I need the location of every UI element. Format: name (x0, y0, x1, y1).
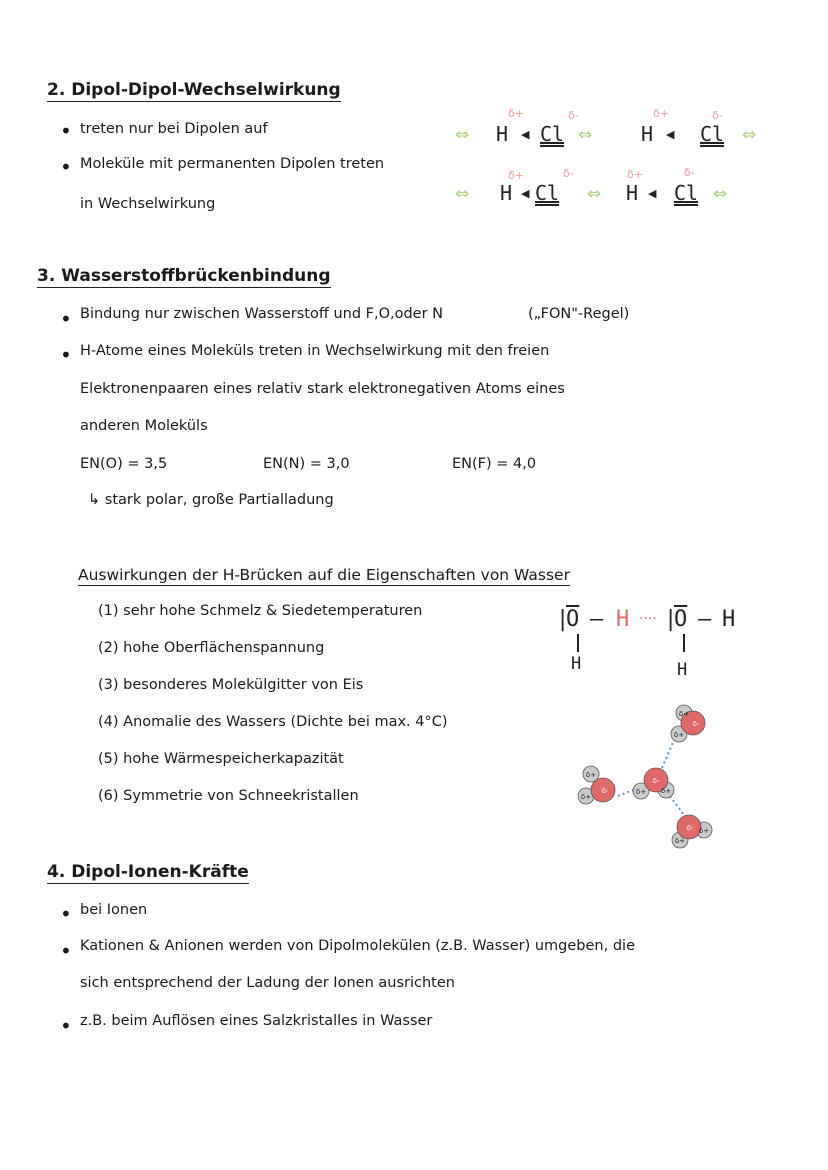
section4-bullet-2: Kationen & Anionen werden von Dipolmolekülen (z.B. Wasser) umgeben, die (80, 938, 635, 954)
delta-minus-label: δ- (712, 109, 723, 122)
double-arrow-icon: ⇔ (713, 184, 728, 204)
wedge-bond-icon: ◀ (648, 187, 657, 200)
en-nitrogen: EN(N) = 3,0 (263, 456, 350, 472)
partial-charge-label: δ- (692, 720, 700, 728)
double-arrow-icon: ⇔ (578, 125, 593, 145)
partial-charge-label: δ+ (580, 793, 592, 801)
section4-bullet-1: bei Ionen (80, 902, 148, 918)
delta-plus-label: δ+ (508, 107, 524, 120)
effect-item: (4) Anomalie des Wassers (Dichte bei max. 4°C) (98, 714, 448, 730)
section2-bullet-2-cont: in Wechselwirkung (80, 196, 216, 212)
effect-item: (2) hohe Oberflächenspannung (98, 640, 325, 656)
covalent-bond: — (698, 607, 712, 632)
double-arrow-icon: ⇔ (587, 184, 602, 204)
bullet-dot: • (60, 939, 72, 963)
bullet-dot: • (60, 155, 72, 179)
section3-bullet-2: H-Atome eines Moleküls treten in Wechselwirkung mit den freien (80, 343, 550, 359)
section4-heading: 4. Dipol-Ionen-Kräfte (47, 862, 249, 882)
chlorine-atom: Cl (535, 181, 560, 205)
wedge-bond-icon: ◀ (521, 128, 530, 141)
partial-charge-label: δ+ (660, 787, 672, 795)
chlorine-atom: Cl (674, 181, 699, 205)
partial-charge-label: δ+ (678, 710, 690, 718)
section3-bullet-2-cont: Elektronenpaaren eines relativ stark elektronegativen Atoms eines (80, 381, 565, 397)
water-cluster-illustration (560, 690, 740, 860)
delta-minus-label: δ- (568, 109, 579, 122)
partial-charge-label: δ- (601, 787, 609, 795)
partial-charge-label: δ+ (673, 731, 685, 739)
double-arrow-icon: ⇔ (742, 125, 757, 145)
section2-bullet-1: treten nur bei Dipolen auf (80, 121, 268, 137)
bullet-dot: • (60, 307, 72, 331)
polarity-note: ↳ stark polar, große Partialladung (88, 492, 334, 508)
en-fluorine: EN(F) = 4,0 (452, 456, 537, 472)
hydrogen-atom: H (722, 607, 736, 632)
lone-pair-bar: | (664, 607, 678, 632)
hydrogen-atom: H (641, 122, 654, 146)
hydrogen-atom: H (616, 607, 630, 632)
partial-charge-label: δ+ (585, 771, 597, 779)
delta-plus-label: δ+ (508, 169, 524, 182)
water-molecule (578, 766, 615, 804)
covalent-bond: — (590, 607, 604, 632)
delta-minus-label: δ- (684, 166, 695, 179)
partial-charge-label: δ+ (698, 827, 710, 835)
delta-plus-label: δ+ (653, 107, 669, 120)
wedge-bond-icon: ◀ (521, 187, 530, 200)
partial-charge-label: δ+ (635, 788, 647, 796)
section2-heading: 2. Dipol-Dipol-Wechselwirkung (47, 80, 341, 100)
water-molecule (633, 768, 674, 799)
hydrogen-atom: H (626, 181, 639, 205)
vertical-bond (683, 634, 685, 652)
delta-plus-label: δ+ (627, 168, 643, 181)
effect-item: (3) besonderes Molekülgitter von Eis (98, 677, 364, 693)
en-oxygen: EN(O) = 3,5 (80, 456, 168, 472)
partial-charge-label: δ- (652, 777, 660, 785)
hydrogen-atom: H (571, 654, 582, 674)
wedge-bond-icon: ◀ (666, 128, 675, 141)
section3-heading: 3. Wasserstoffbrückenbindung (37, 266, 331, 286)
effect-item: (1) sehr hohe Schmelz & Siedetemperaturen (98, 603, 423, 619)
chlorine-atom: Cl (540, 122, 565, 146)
section2-bullet-2: Moleküle mit permanenten Dipolen treten (80, 156, 385, 172)
delta-minus-label: δ- (563, 167, 574, 180)
section4-bullet-2-cont: sich entsprechend der Ladung der Ionen ausrichten (80, 975, 455, 991)
fon-rule-note: („FON"-Regel) (528, 306, 630, 322)
partial-charge-label: δ+ (674, 837, 686, 845)
bullet-dot: • (60, 119, 72, 143)
effect-item: (5) hohe Wärmespeicherkapazität (98, 751, 344, 767)
bullet-dot: • (60, 902, 72, 926)
double-arrow-icon: ⇔ (455, 184, 470, 204)
section3-bullet-2-cont: anderen Moleküls (80, 418, 208, 434)
hydrogen-atom: H (496, 122, 509, 146)
water-molecule (671, 705, 705, 742)
oxygen-atom: $\overline{O}$ (674, 607, 688, 632)
partial-charge-label: δ- (686, 824, 694, 832)
hydrogen-atom: H (500, 181, 513, 205)
bullet-dot: • (60, 1014, 72, 1038)
lone-pair-bar: | (556, 607, 570, 632)
chlorine-atom: Cl (700, 122, 725, 146)
hydrogen-atom: H (677, 660, 688, 680)
hbond-dotted-line (662, 740, 674, 768)
vertical-bond (577, 634, 579, 652)
bullet-dot: • (60, 343, 72, 367)
section3-bullet-1: Bindung nur zwischen Wasserstoff und F,O,oder N (80, 306, 444, 322)
double-arrow-icon: ⇔ (455, 125, 470, 145)
hydrogen-bond: ···· (639, 611, 657, 627)
effects-heading: Auswirkungen der H-Brücken auf die Eigenschaften von Wasser (78, 566, 570, 584)
water-molecule (672, 815, 712, 848)
oxygen-atom: $\overline{O}$ (566, 607, 580, 632)
section4-bullet-3: z.B. beim Auflösen eines Salzkristalles in Wasser (80, 1013, 433, 1029)
effect-item: (6) Symmetrie von Schneekristallen (98, 788, 359, 804)
